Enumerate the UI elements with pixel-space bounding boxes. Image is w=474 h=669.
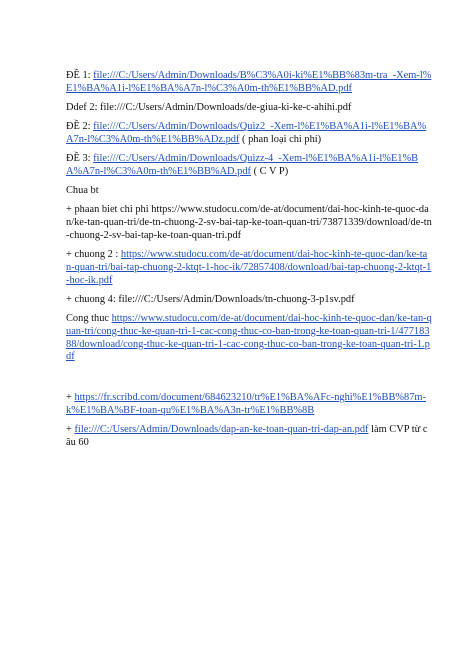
- phan-biet-line: [66, 204, 432, 242]
- document-body: [66, 70, 432, 456]
- de3-link[interactable]: file:///C:/Users/Admin/Downloads/Quizz-4_-Xem-l%E1%BA%A1i-l%E1%BA%A7n-l%C3%A0m-th%E1%BB%AD.pdf: [66, 153, 419, 177]
- cvp-link[interactable]: file:///C:/Users/Admin/Downloads/dap-an-ke-toan-quan-tri-dap-an.pdf: [74, 424, 369, 436]
- cong-thuc-line: [66, 313, 432, 364]
- cvp-line: [66, 424, 432, 450]
- chua-bt-line: [66, 185, 432, 198]
- de1-line: [66, 70, 432, 96]
- de1-link[interactable]: file:///C:/Users/Admin/Downloads/B%C3%A0i-ki%E1%BB%83m-tra_-Xem-l%E1%BA%A1i-l%E1%BA%A7n-l%C3%A0m-th%E1%BB%AD.pdf: [66, 70, 432, 94]
- de2-label: ĐỀ 2:: [66, 121, 94, 133]
- de2-link[interactable]: file:///C:/Users/Admin/Downloads/Quiz2_-Xem-l%E1%BA%A1i-l%E1%BA%A7n-l%C3%A0m-th%E1%BB%ADz.pdf: [66, 121, 427, 145]
- cong-thuc-label: Cong thuc: [66, 313, 112, 325]
- de3-line: [66, 153, 432, 179]
- de2-line: [66, 121, 432, 147]
- cong-thuc-link[interactable]: https://www.studocu.com/de-at/document/dai-hoc-kinh-te-quoc-dan/ke-tan-quan-tri/cong-thuc-ke-quan-tri-1-cac-cong-thuc-co-ban-trong-ke-toan-quan-tri-1/47718388/download/cong-thuc-ke-quan-tri-1-cac-cong-thuc-co-ban-trong-ke-toan-quan-tri-1.pdf: [66, 313, 432, 363]
- ddef2-line: [66, 102, 432, 115]
- ddef2-text: Ddef 2: file:///C:/Users/Admin/Downloads/de-giua-ki-ke-c-ahihi.pdf: [66, 101, 352, 113]
- scribd-line: [66, 392, 432, 418]
- chuong2-link[interactable]: https://www.studocu.com/de-at/document/dai-hoc-kinh-te-quoc-dan/ke-tan-quan-tri/bai-tap-chuong-2-ktqt-1-hoc-ik/72857408/download/bai-tap-chuong-2-ktqt-1-hoc-ik.pdf: [66, 249, 432, 286]
- chuong4-text: + chuong 4: file:///C:/Users/Admin/Downloads/tn-chuong-3-p1sv.pdf: [66, 293, 355, 305]
- de3-label: ĐỀ 3:: [66, 153, 94, 165]
- chuong2-line: [66, 249, 432, 287]
- chuong4-line: [66, 294, 432, 307]
- cvp-note: làm CVP từ câu 60: [66, 424, 428, 449]
- chua-bt-text: Chua bt: [66, 185, 99, 197]
- scribd-label: +: [66, 392, 75, 404]
- de1-label: ĐỀ 1:: [66, 70, 94, 81]
- cvp-label: +: [66, 424, 75, 436]
- de3-note: ( C V P): [251, 165, 289, 177]
- phan-biet-text: + phaan biet chi phi https://www.studocu.com/de-at/document/dai-hoc-kinh-te-quoc-dan/ke-tan-quan-tri/de-tn-chuong-2-sv-bai-tap-ke-toan-quan-tri/73871339/download/de-tn-chuong-2-sv-bai-tap-ke-toan-quan-tri.pdf: [66, 204, 432, 241]
- scribd-link[interactable]: https://fr.scribd.com/document/684623210/tr%E1%BA%AFc-nghi%E1%BB%87m-k%E1%BA%BF-toan-qu%E1%BA%A3n-tr%E1%BB%8B: [66, 392, 426, 417]
- chuong2-label: + chuong 2 :: [66, 249, 121, 261]
- de2-note: ( phan loại chi phí): [239, 133, 322, 145]
